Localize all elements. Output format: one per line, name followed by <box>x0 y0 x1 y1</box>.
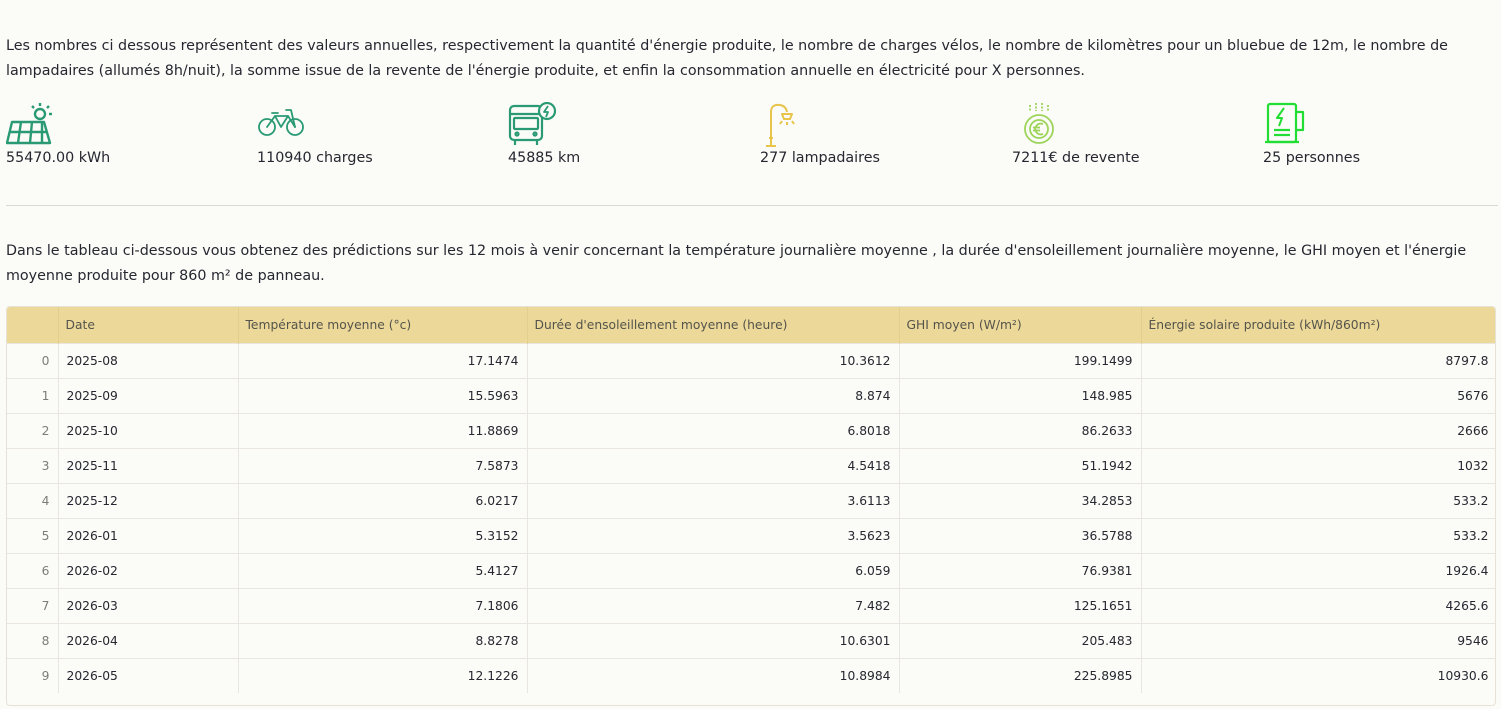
stat-bus-km <box>508 102 758 166</box>
bicycle-icon <box>257 102 307 148</box>
temperature-cell[interactable]: 6.0217 <box>238 483 527 518</box>
row-index[interactable]: 3 <box>7 448 58 483</box>
row-index[interactable]: 1 <box>7 378 58 413</box>
table-row[interactable] <box>7 518 1496 553</box>
stat-value: 55470.00 kWh <box>6 150 111 166</box>
energy-cell[interactable]: 9546 <box>1141 623 1496 658</box>
ghi-cell[interactable]: 199.1499 <box>899 343 1141 378</box>
stat-value: 7211€ de revente <box>1012 150 1140 166</box>
table-row[interactable] <box>7 658 1496 693</box>
energy-cell[interactable]: 10930.6 <box>1141 658 1496 693</box>
energy-cell[interactable]: 1926.4 <box>1141 553 1496 588</box>
date-cell[interactable]: 2025-10 <box>58 413 238 448</box>
temperature-cell[interactable]: 12.1226 <box>238 658 527 693</box>
temperature-cell[interactable]: 7.5873 <box>238 448 527 483</box>
ghi-cell[interactable]: 125.1651 <box>899 588 1141 623</box>
row-index[interactable]: 4 <box>7 483 58 518</box>
divider <box>6 205 1498 206</box>
column-header-date[interactable]: Date <box>58 307 238 343</box>
ghi-cell[interactable]: 148.985 <box>899 378 1141 413</box>
stat-resale <box>1012 102 1262 166</box>
date-cell[interactable]: 2025-12 <box>58 483 238 518</box>
ghi-cell[interactable]: 36.5788 <box>899 518 1141 553</box>
street-lamp-icon <box>760 102 810 148</box>
temperature-cell[interactable]: 5.4127 <box>238 553 527 588</box>
energy-cell[interactable]: 533.2 <box>1141 518 1496 553</box>
energy-cell[interactable]: 4265.6 <box>1141 588 1496 623</box>
sunshine-cell[interactable]: 7.482 <box>527 588 899 623</box>
energy-cell[interactable]: 1032 <box>1141 448 1496 483</box>
table-row[interactable] <box>7 588 1496 623</box>
stat-people <box>1263 102 1501 166</box>
temperature-cell[interactable]: 8.8278 <box>238 623 527 658</box>
table-row[interactable] <box>7 623 1496 658</box>
stat-street-lamps <box>760 102 1010 166</box>
stat-bike-charges <box>257 102 507 166</box>
date-cell[interactable]: 2025-08 <box>58 343 238 378</box>
stat-energy <box>6 102 256 166</box>
stat-value: 45885 km <box>508 150 581 166</box>
row-index[interactable]: 6 <box>7 553 58 588</box>
stat-value: 277 lampadaires <box>760 150 880 166</box>
table-body <box>7 343 1496 693</box>
table-row[interactable] <box>7 483 1496 518</box>
column-header-index[interactable] <box>7 307 58 343</box>
column-header-energy[interactable]: Énergie solaire produite (kWh/860m²) <box>1141 307 1496 343</box>
stat-value: 110940 charges <box>257 150 373 166</box>
stat-value: 25 personnes <box>1263 150 1361 166</box>
row-index[interactable]: 7 <box>7 588 58 623</box>
column-header-sunshine[interactable]: Durée d'ensoleillement moyenne (heure) <box>527 307 899 343</box>
column-header-temperature[interactable]: Température moyenne (°c) <box>238 307 527 343</box>
ghi-cell[interactable]: 205.483 <box>899 623 1141 658</box>
date-cell[interactable]: 2026-04 <box>58 623 238 658</box>
sunshine-cell[interactable]: 6.8018 <box>527 413 899 448</box>
intro-text: Les nombres ci dessous représentent des valeurs annuelles, respectivement la quantité d'énergie produite, le nombre de charges vélos, le nombre de kilomètres pour un bluebue de 12m, le nombre de lampadaires (allumés 8h/nuit), la somme issue de la revente de l'énergie produite, et enfin la consommation annuelle en électricité pour X personnes. <box>6 38 1448 79</box>
table-intro-text: Dans le tableau ci-dessous vous obtenez des prédictions sur les 12 mois à venir concernant la température journalière moyenne , la durée d'ensoleillement journalière moyenne, le GHI moyen et l'énergie moyenne produite pour 860 m² de panneau. <box>6 243 1467 284</box>
row-index[interactable]: 8 <box>7 623 58 658</box>
sunshine-cell[interactable]: 4.5418 <box>527 448 899 483</box>
ghi-cell[interactable]: 86.2633 <box>899 413 1141 448</box>
table-row[interactable] <box>7 448 1496 483</box>
date-cell[interactable]: 2026-02 <box>58 553 238 588</box>
electric-bus-icon <box>508 102 558 148</box>
date-cell[interactable]: 2026-03 <box>58 588 238 623</box>
date-cell[interactable]: 2026-05 <box>58 658 238 693</box>
sunshine-cell[interactable]: 8.874 <box>527 378 899 413</box>
date-cell[interactable]: 2025-09 <box>58 378 238 413</box>
euro-coin-icon <box>1012 102 1062 148</box>
ghi-cell[interactable]: 34.2853 <box>899 483 1141 518</box>
row-index[interactable]: 0 <box>7 343 58 378</box>
temperature-cell[interactable]: 7.1806 <box>238 588 527 623</box>
energy-cell[interactable]: 8797.8 <box>1141 343 1496 378</box>
solar-panel-icon <box>6 102 56 148</box>
sunshine-cell[interactable]: 6.059 <box>527 553 899 588</box>
sunshine-cell[interactable]: 10.8984 <box>527 658 899 693</box>
date-cell[interactable]: 2026-01 <box>58 518 238 553</box>
ghi-cell[interactable]: 225.8985 <box>899 658 1141 693</box>
table-row[interactable] <box>7 378 1496 413</box>
row-index[interactable]: 2 <box>7 413 58 448</box>
sunshine-cell[interactable]: 10.3612 <box>527 343 899 378</box>
ghi-cell[interactable]: 51.1942 <box>899 448 1141 483</box>
table-row[interactable] <box>7 553 1496 588</box>
sunshine-cell[interactable]: 3.5623 <box>527 518 899 553</box>
sunshine-cell[interactable]: 3.6113 <box>527 483 899 518</box>
energy-cell[interactable]: 533.2 <box>1141 483 1496 518</box>
temperature-cell[interactable]: 11.8869 <box>238 413 527 448</box>
predictions-table[interactable] <box>6 306 1496 706</box>
temperature-cell[interactable]: 17.1474 <box>238 343 527 378</box>
temperature-cell[interactable]: 5.3152 <box>238 518 527 553</box>
sunshine-cell[interactable]: 10.6301 <box>527 623 899 658</box>
temperature-cell[interactable]: 15.5963 <box>238 378 527 413</box>
stats-row <box>6 102 1496 172</box>
row-index[interactable]: 9 <box>7 658 58 693</box>
energy-cell[interactable]: 2666 <box>1141 413 1496 448</box>
row-index[interactable]: 5 <box>7 518 58 553</box>
table-header-row <box>7 307 1496 343</box>
date-cell[interactable]: 2025-11 <box>58 448 238 483</box>
ghi-cell[interactable]: 76.9381 <box>899 553 1141 588</box>
energy-cell[interactable]: 5676 <box>1141 378 1496 413</box>
table-row[interactable] <box>7 343 1496 378</box>
column-header-ghi[interactable]: GHI moyen (W/m²) <box>899 307 1141 343</box>
table-row[interactable] <box>7 413 1496 448</box>
charging-station-icon <box>1263 102 1313 148</box>
